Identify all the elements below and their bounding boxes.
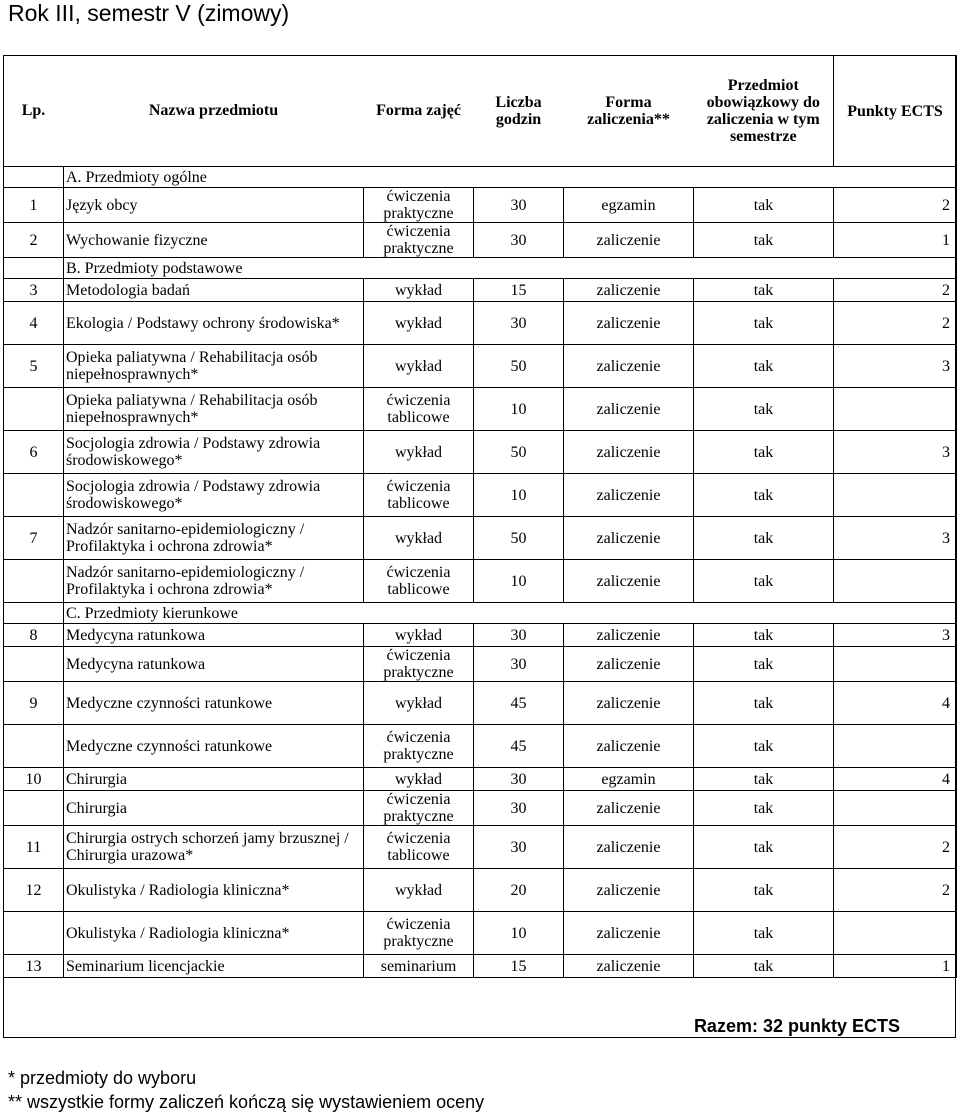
- section-spacer: [4, 603, 64, 624]
- row-lp: 9: [4, 682, 64, 725]
- row-ects: [834, 388, 957, 431]
- row-hours: 45: [474, 725, 564, 768]
- row-ects: [834, 474, 957, 517]
- footnote-1: * przedmioty do wyboru: [8, 1068, 197, 1088]
- footnote-2: ** wszystkie formy zaliczeń kończą się wystawieniem oceny: [8, 1092, 485, 1112]
- table-row: [4, 624, 957, 647]
- row-name: Chirurgia ostrych schorzeń jamy brzusznej / Chirurgia urazowa*: [64, 826, 364, 869]
- row-lp: 5: [4, 345, 64, 388]
- row-obow: tak: [694, 302, 834, 345]
- row-ects: 2: [834, 869, 957, 912]
- row-lp: 11: [4, 826, 64, 869]
- row-form: wykład: [364, 869, 474, 912]
- row-zal: zaliczenie: [564, 302, 694, 345]
- row-zal: zaliczenie: [564, 388, 694, 431]
- row-form: ćwiczenia praktyczne: [364, 725, 474, 768]
- row-lp: 6: [4, 431, 64, 474]
- section-row: [4, 603, 957, 624]
- row-zal: zaliczenie: [564, 223, 694, 258]
- row-obow: tak: [694, 624, 834, 647]
- table-row: [4, 955, 957, 978]
- row-zal: zaliczenie: [564, 474, 694, 517]
- section-spacer: [4, 167, 64, 188]
- row-obow: tak: [694, 725, 834, 768]
- table-row: [4, 826, 957, 869]
- row-obow: tak: [694, 431, 834, 474]
- row-obow: tak: [694, 826, 834, 869]
- row-zal: zaliczenie: [564, 912, 694, 955]
- row-zal: egzamin: [564, 768, 694, 791]
- row-lp: [4, 912, 64, 955]
- table-row: [4, 279, 957, 302]
- row-obow: tak: [694, 682, 834, 725]
- row-hours: 10: [474, 560, 564, 603]
- row-hours: 10: [474, 474, 564, 517]
- table-row: [4, 560, 957, 603]
- row-zal: zaliczenie: [564, 647, 694, 682]
- section-heading: A. Przedmioty ogólne: [64, 167, 957, 188]
- table-row: [4, 302, 957, 345]
- row-form: ćwiczenia praktyczne: [364, 791, 474, 826]
- row-name: Metodologia badań: [64, 279, 364, 302]
- row-ects: 2: [834, 826, 957, 869]
- row-name: Seminarium licencjackie: [64, 955, 364, 978]
- row-lp: 2: [4, 223, 64, 258]
- row-name: Nadzór sanitarno-epidemiologiczny / Profilaktyka i ochrona zdrowia*: [64, 560, 364, 603]
- table-row: [4, 869, 957, 912]
- row-lp: 3: [4, 279, 64, 302]
- row-ects: [834, 912, 957, 955]
- row-hours: 50: [474, 517, 564, 560]
- row-zal: egzamin: [564, 188, 694, 223]
- table-row: [4, 431, 957, 474]
- row-ects: [834, 560, 957, 603]
- course-table: [3, 55, 957, 978]
- row-form: ćwiczenia tablicowe: [364, 560, 474, 603]
- row-obow: tak: [694, 188, 834, 223]
- razem-total: Razem: 32 punkty ECTS: [693, 1016, 900, 1036]
- table-row: [4, 682, 957, 725]
- row-form: ćwiczenia tablicowe: [364, 826, 474, 869]
- row-form: wykład: [364, 431, 474, 474]
- table-row: [4, 345, 957, 388]
- row-hours: 30: [474, 826, 564, 869]
- row-name: Język obcy: [64, 188, 364, 223]
- row-obow: tak: [694, 869, 834, 912]
- row-zal: zaliczenie: [564, 869, 694, 912]
- row-form: wykład: [364, 624, 474, 647]
- row-hours: 10: [474, 912, 564, 955]
- row-name: Socjologia zdrowia / Podstawy zdrowia środowiskowego*: [64, 474, 364, 517]
- row-hours: 15: [474, 955, 564, 978]
- section-heading: C. Przedmioty kierunkowe: [64, 603, 957, 624]
- row-ects: 2: [834, 188, 957, 223]
- row-hours: 30: [474, 768, 564, 791]
- table-row: [4, 388, 957, 431]
- page-title: Rok III, semestr V (zimowy): [8, 0, 290, 26]
- row-ects: 2: [834, 279, 957, 302]
- row-lp: 12: [4, 869, 64, 912]
- header-forma-zal: Forma zaliczenia**: [587, 93, 670, 128]
- section-row: [4, 167, 957, 188]
- row-obow: tak: [694, 279, 834, 302]
- row-obow: tak: [694, 345, 834, 388]
- row-zal: zaliczenie: [564, 682, 694, 725]
- row-zal: zaliczenie: [564, 431, 694, 474]
- row-name: Wychowanie fizyczne: [64, 223, 364, 258]
- row-lp: 4: [4, 302, 64, 345]
- row-obow: tak: [694, 517, 834, 560]
- row-zal: zaliczenie: [564, 955, 694, 978]
- row-ects: [834, 647, 957, 682]
- row-ects: 3: [834, 624, 957, 647]
- row-lp: 7: [4, 517, 64, 560]
- row-form: ćwiczenia tablicowe: [364, 388, 474, 431]
- row-name: Chirurgia: [64, 791, 364, 826]
- row-lp: [4, 725, 64, 768]
- row-hours: 30: [474, 624, 564, 647]
- row-ects: [834, 791, 957, 826]
- row-ects: 2: [834, 302, 957, 345]
- table-row: [4, 768, 957, 791]
- table-row: [4, 188, 957, 223]
- row-name: Socjologia zdrowia / Podstawy zdrowia środowiskowego*: [64, 431, 364, 474]
- row-ects: 3: [834, 345, 957, 388]
- header-obowiazkowy: Przedmiot obowiązkowy do zaliczenia w tym semestrze: [706, 76, 820, 145]
- row-obow: tak: [694, 560, 834, 603]
- row-lp: 8: [4, 624, 64, 647]
- row-hours: 50: [474, 345, 564, 388]
- row-hours: 30: [474, 223, 564, 258]
- row-hours: 15: [474, 279, 564, 302]
- row-hours: 30: [474, 647, 564, 682]
- row-hours: 30: [474, 188, 564, 223]
- row-hours: 20: [474, 869, 564, 912]
- row-obow: tak: [694, 647, 834, 682]
- row-hours: 50: [474, 431, 564, 474]
- table-body: [4, 167, 957, 978]
- table-row: [4, 791, 957, 826]
- row-hours: 10: [474, 388, 564, 431]
- row-form: wykład: [364, 768, 474, 791]
- table-row: [4, 223, 957, 258]
- row-zal: zaliczenie: [564, 517, 694, 560]
- row-zal: zaliczenie: [564, 725, 694, 768]
- row-ects: 1: [834, 955, 957, 978]
- row-zal: zaliczenie: [564, 345, 694, 388]
- row-form: seminarium: [364, 955, 474, 978]
- row-obow: tak: [694, 912, 834, 955]
- row-hours: 45: [474, 682, 564, 725]
- row-ects: 4: [834, 768, 957, 791]
- row-zal: zaliczenie: [564, 624, 694, 647]
- row-ects: 3: [834, 517, 957, 560]
- row-form: ćwiczenia praktyczne: [364, 188, 474, 223]
- row-form: wykład: [364, 517, 474, 560]
- row-lp: [4, 647, 64, 682]
- row-obow: tak: [694, 474, 834, 517]
- row-name: Nadzór sanitarno-epidemiologiczny / Profilaktyka i ochrona zdrowia*: [64, 517, 364, 560]
- row-zal: zaliczenie: [564, 826, 694, 869]
- row-name: Medycyna ratunkowa: [64, 647, 364, 682]
- section-row: [4, 258, 957, 279]
- row-lp: [4, 388, 64, 431]
- row-lp: [4, 560, 64, 603]
- table-row: [4, 912, 957, 955]
- row-ects: 4: [834, 682, 957, 725]
- row-name: Medycyna ratunkowa: [64, 624, 364, 647]
- row-name: Chirurgia: [64, 768, 364, 791]
- row-form: wykład: [364, 302, 474, 345]
- row-obow: tak: [694, 388, 834, 431]
- header-forma-zajec: Forma zajęć: [376, 102, 461, 120]
- row-lp: 13: [4, 955, 64, 978]
- row-hours: 30: [474, 302, 564, 345]
- row-lp: 10: [4, 768, 64, 791]
- row-form: ćwiczenia praktyczne: [364, 912, 474, 955]
- row-name: Ekologia / Podstawy ochrony środowiska*: [64, 302, 364, 345]
- row-zal: zaliczenie: [564, 279, 694, 302]
- row-form: ćwiczenia tablicowe: [364, 474, 474, 517]
- row-name: Opieka paliatywna / Rehabilitacja osób niepełnosprawnych*: [64, 388, 364, 431]
- row-form: wykład: [364, 279, 474, 302]
- row-hours: 30: [474, 791, 564, 826]
- row-zal: zaliczenie: [564, 560, 694, 603]
- row-name: Okulistyka / Radiologia kliniczna*: [64, 869, 364, 912]
- header-liczba: Liczba godzin: [495, 93, 542, 128]
- section-heading: B. Przedmioty podstawowe: [64, 258, 957, 279]
- section-spacer: [4, 258, 64, 279]
- table-row: [4, 517, 957, 560]
- row-name: Medyczne czynności ratunkowe: [64, 682, 364, 725]
- table-row: [4, 474, 957, 517]
- row-ects: [834, 725, 957, 768]
- row-form: wykład: [364, 682, 474, 725]
- row-obow: tak: [694, 768, 834, 791]
- row-obow: tak: [694, 791, 834, 826]
- table-row: [4, 725, 957, 768]
- header-lp: Lp.: [21, 102, 46, 120]
- row-form: ćwiczenia praktyczne: [364, 223, 474, 258]
- row-lp: [4, 791, 64, 826]
- row-form: ćwiczenia praktyczne: [364, 647, 474, 682]
- header-nazwa: Nazwa przedmiotu: [148, 102, 279, 120]
- row-lp: [4, 474, 64, 517]
- row-name: Opieka paliatywna / Rehabilitacja osób niepełnosprawnych*: [64, 345, 364, 388]
- row-name: Okulistyka / Radiologia kliniczna*: [64, 912, 364, 955]
- row-lp: 1: [4, 188, 64, 223]
- row-name: Medyczne czynności ratunkowe: [64, 725, 364, 768]
- row-ects: 1: [834, 223, 957, 258]
- table-row: [4, 647, 957, 682]
- row-ects: 3: [834, 431, 957, 474]
- row-obow: tak: [694, 223, 834, 258]
- row-form: wykład: [364, 345, 474, 388]
- header-ects: Punkty ECTS: [834, 56, 957, 167]
- row-zal: zaliczenie: [564, 791, 694, 826]
- row-obow: tak: [694, 955, 834, 978]
